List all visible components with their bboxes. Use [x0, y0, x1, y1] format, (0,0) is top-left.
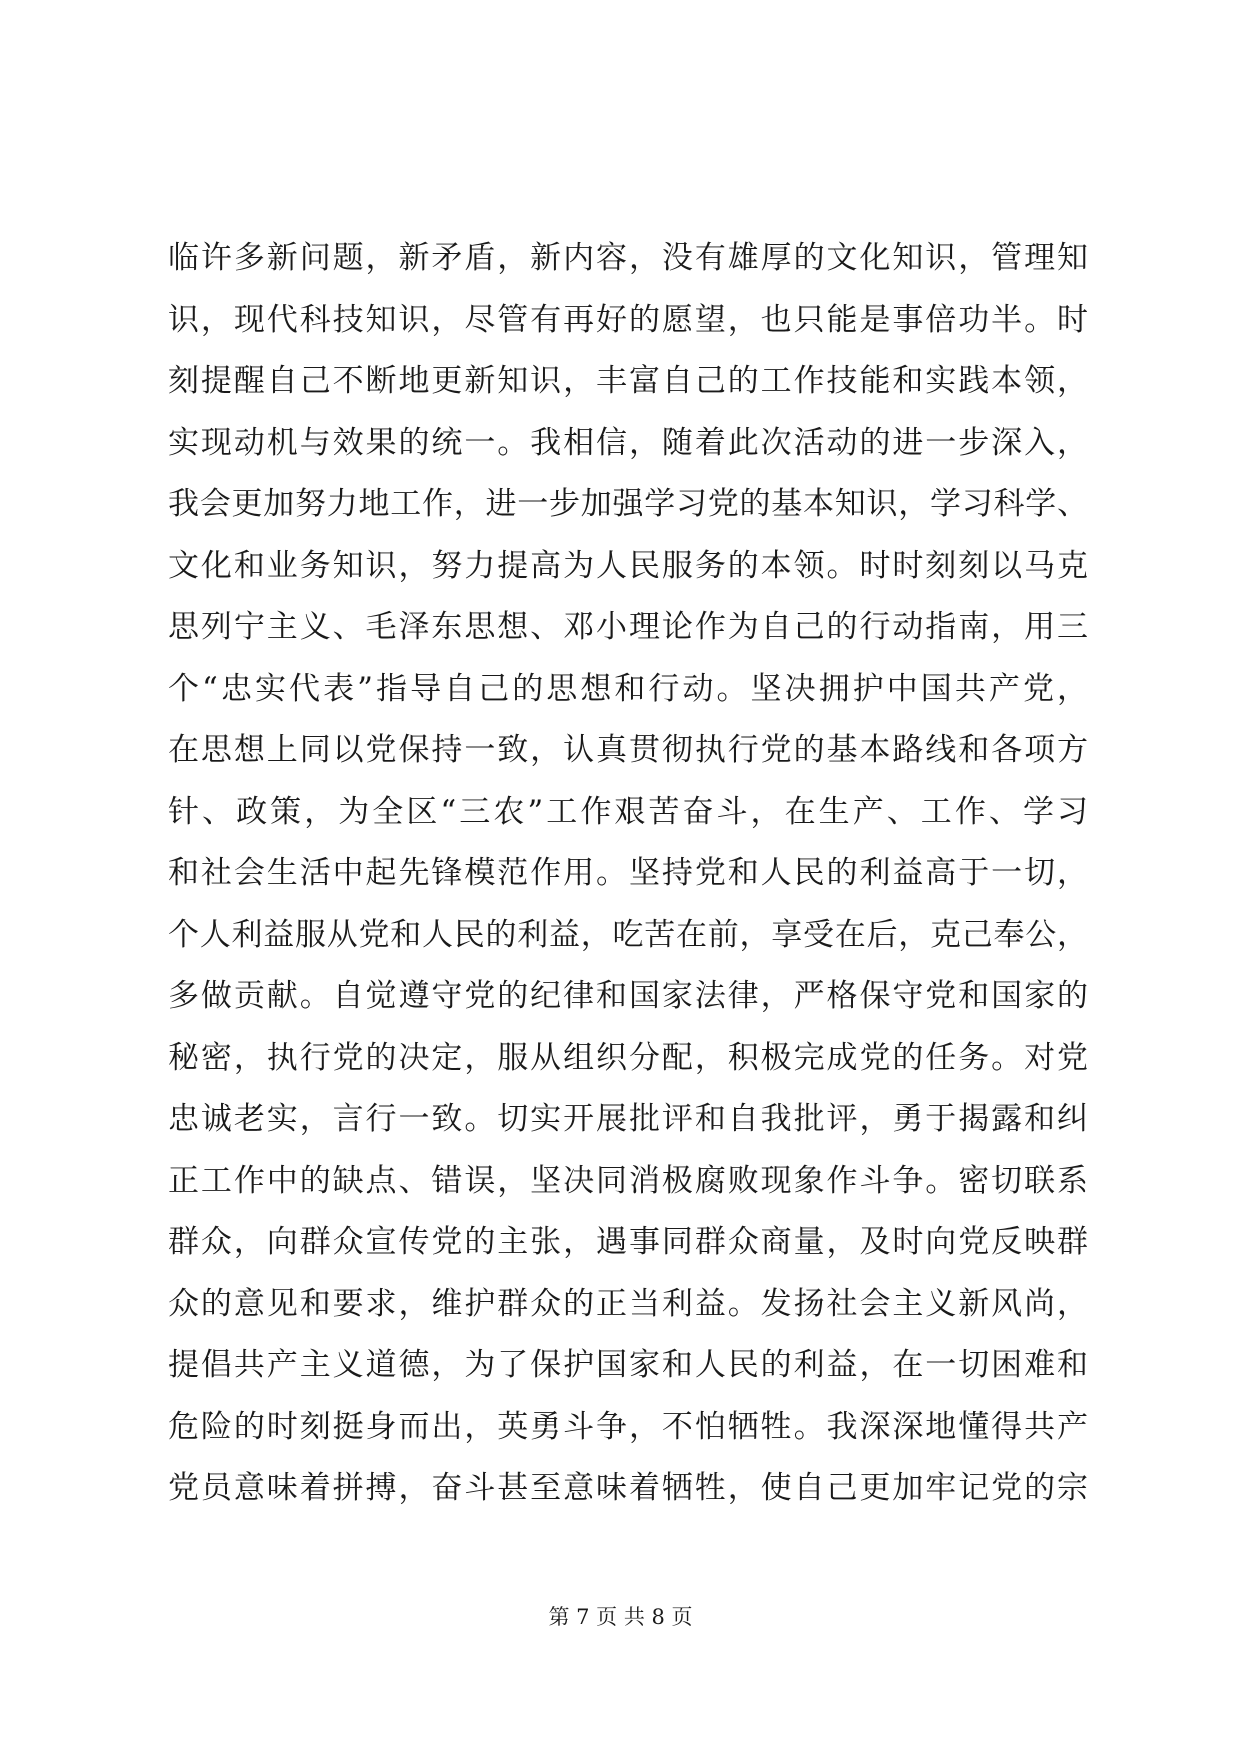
text-line: 思列宁主义、毛泽东思想、邓小理论作为自己的行动指南，用三 [168, 609, 1088, 645]
text-line: 正工作中的缺点、错误，坚决同消极腐败现象作斗争。密切联系 [168, 1162, 1088, 1199]
text-line: 和社会生活中起先锋模范作用。坚持党和人民的利益高于一切， [168, 855, 1088, 891]
text-line: 临许多新问题，新矛盾，新内容，没有雄厚的文化知识，管理知 [168, 240, 1088, 276]
text-line: 秘密，执行党的决定，服从组织分配，积极完成党的任务。对党 [168, 1039, 1088, 1076]
text-line: 个人利益服从党和人民的利益，吃苦在前，享受在后，克己奉公， [168, 916, 1088, 953]
text-line: 群众，向群众宣传党的主张，遇事同群众商量，及时向党反映群 [168, 1224, 1088, 1260]
text-line: 个“忠实代表”指导自己的思想和行动。坚决拥护中国共产党， [168, 670, 1088, 707]
body-text [168, 228, 1088, 1520]
text-line: 危险的时刻挺身而出，英勇斗争，不怕牺牲。我深深地懂得共产 [168, 1408, 1088, 1445]
page-number-footer: 第 7 页 共 8 页 [548, 1605, 693, 1629]
text-line: 忠诚老实，言行一致。切实开展批评和自我批评，勇于揭露和纠 [168, 1101, 1088, 1137]
text-line: 提倡共产主义道德，为了保护国家和人民的利益，在一切困难和 [168, 1347, 1088, 1383]
text-line: 党员意味着拼搏，奋斗甚至意味着牺牲，使自己更加牢记党的宗 [168, 1470, 1088, 1506]
text-line: 刻提醒自己不断地更新知识，丰富自己的工作技能和实践本领， [168, 363, 1088, 399]
text-line: 在思想上同以党保持一致，认真贯彻执行党的基本路线和各项方 [168, 732, 1088, 768]
text-line: 针、政策，为全区“三农”工作艰苦奋斗，在生产、工作、学习 [168, 793, 1088, 830]
text-line: 实现动机与效果的统一。我相信，随着此次活动的进一步深入， [168, 424, 1088, 461]
text-line: 众的意见和要求，维护群众的正当利益。发扬社会主义新风尚， [168, 1285, 1088, 1322]
text-line: 识，现代科技知识，尽管有再好的愿望，也只能是事倍功半。时 [168, 301, 1088, 338]
text-line: 文化和业务知识，努力提高为人民服务的本领。时时刻刻以马克 [168, 547, 1088, 584]
text-line: 我会更加努力地工作，进一步加强学习党的基本知识，学习科学、 [168, 486, 1088, 522]
text-line: 多做贡献。自觉遵守党的纪律和国家法律，严格保守党和国家的 [168, 978, 1088, 1014]
